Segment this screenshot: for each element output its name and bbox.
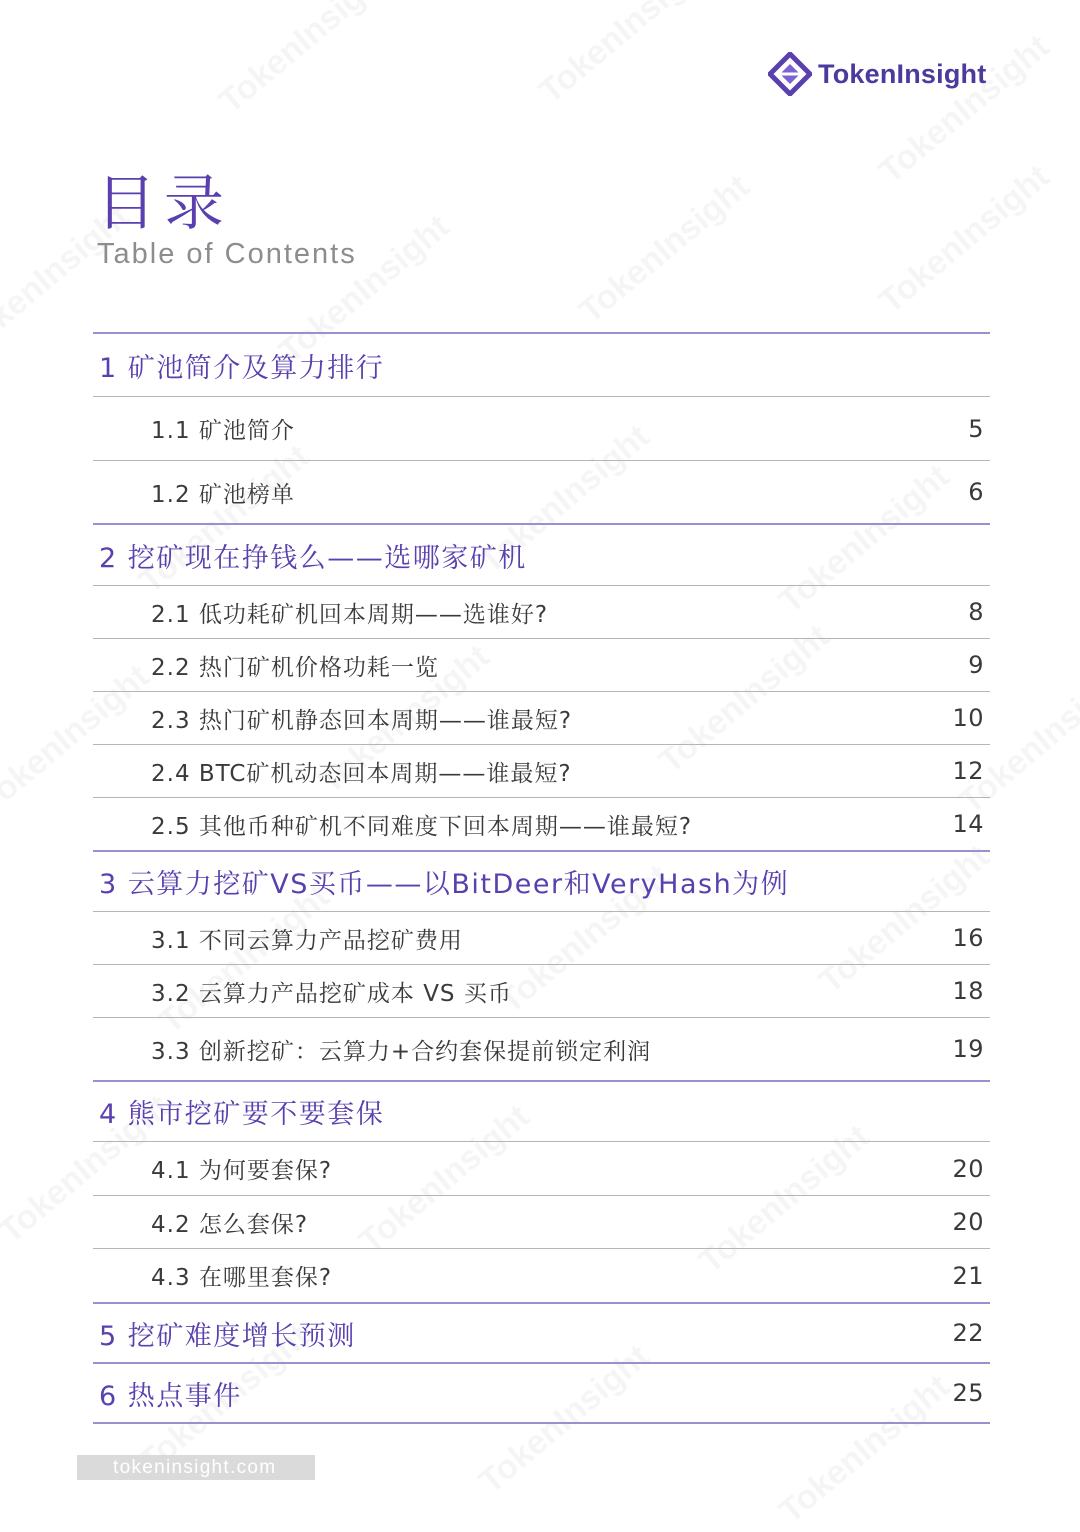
toc-item-label: 2.5 其他币种矿机不同难度下回本周期——谁最短? (151, 813, 693, 840)
tokeninsight-logo-icon (768, 52, 812, 96)
toc-page-number: 20 (952, 1208, 984, 1236)
toc-item-label: 4.1 为何要套保? (151, 1158, 333, 1184)
brand-name: TokenInsight (818, 58, 987, 89)
toc-item[interactable] (93, 964, 990, 1017)
toc-page-number: 12 (952, 757, 984, 785)
toc-item[interactable] (93, 1248, 990, 1302)
toc-section-label: 2 挖矿现在挣钱么——选哪家矿机 (99, 542, 527, 574)
toc-section[interactable] (93, 332, 990, 396)
toc-item[interactable] (93, 911, 990, 964)
toc-page-number: 8 (968, 598, 984, 626)
page-subtitle: Table of Contents (97, 238, 357, 270)
toc-item[interactable] (93, 638, 990, 691)
toc-section[interactable] (93, 1302, 990, 1362)
toc-page-number: 14 (952, 810, 984, 838)
footer-url[interactable]: tokeninsight.com (113, 1456, 277, 1478)
toc-item[interactable] (93, 396, 990, 460)
toc-section-label: 6 热点事件 (99, 1380, 242, 1412)
brand-logo (768, 52, 986, 96)
toc-page-number: 6 (968, 478, 984, 506)
toc-page-number: 5 (968, 414, 984, 443)
toc-section-label: 4 熊市挖矿要不要套保 (99, 1099, 385, 1130)
table-of-contents (93, 332, 990, 1424)
toc-page-number: 18 (952, 977, 984, 1005)
toc-page-number: 20 (952, 1154, 984, 1183)
toc-section[interactable] (93, 523, 990, 585)
footer-bar (77, 1455, 315, 1480)
toc-item[interactable] (93, 744, 990, 797)
toc-page-number: 22 (952, 1319, 984, 1347)
toc-item[interactable] (93, 1195, 990, 1248)
toc-item[interactable] (93, 691, 990, 744)
toc-section-label: 1 矿池简介及算力排行 (99, 352, 385, 384)
toc-item[interactable] (93, 460, 990, 523)
toc-item-label: 3.1 不同云算力产品挖矿费用 (151, 927, 463, 954)
toc-item-label: 3.3 创新挖矿：云算力+合约套保提前锁定利润 (151, 1038, 652, 1065)
watermark-text (532, 0, 717, 112)
toc-item-label: 4.2 怎么套保? (151, 1211, 309, 1238)
toc-item-label: 4.3 在哪里套保? (151, 1265, 333, 1291)
toc-page-number: 21 (952, 1261, 984, 1290)
toc-section-label: 3 云算力挖矿VS买币——以BitDeer和VeryHash为例 (99, 869, 790, 900)
toc-page-number: 10 (952, 704, 984, 732)
watermark-text (212, 0, 397, 122)
toc-item-label: 2.2 热门矿机价格功耗一览 (151, 654, 439, 681)
toc-section[interactable] (93, 1080, 990, 1141)
toc-item-label: 2.1 低功耗矿机回本周期——选谁好? (151, 601, 549, 628)
watermark-text (872, 157, 1057, 321)
toc-page-number: 19 (952, 1035, 984, 1063)
toc-item[interactable] (93, 1141, 990, 1195)
toc-bottom-divider (93, 1422, 990, 1424)
toc-item[interactable] (93, 585, 990, 638)
toc-item-label: 1.2 矿池榜单 (151, 481, 295, 508)
toc-page-number: 16 (952, 924, 984, 952)
watermark-text (572, 167, 757, 331)
toc-item-label: 3.2 云算力产品挖矿成本 VS 买币 (151, 980, 512, 1007)
toc-page-number: 25 (952, 1379, 984, 1407)
toc-section-label: 5 挖矿难度增长预测 (99, 1320, 356, 1352)
page-title: 目录 (96, 169, 232, 239)
toc-item-label: 2.3 热门矿机静态回本周期——谁最短? (151, 707, 573, 734)
toc-item-label: 2.4 BTC矿机动态回本周期——谁最短? (151, 760, 572, 787)
toc-item[interactable] (93, 1017, 990, 1080)
toc-item[interactable] (93, 797, 990, 850)
toc-section[interactable] (93, 1362, 990, 1422)
toc-page-number: 9 (968, 651, 984, 679)
toc-section[interactable] (93, 850, 990, 911)
toc-item-label: 1.1 矿池简介 (151, 418, 295, 444)
